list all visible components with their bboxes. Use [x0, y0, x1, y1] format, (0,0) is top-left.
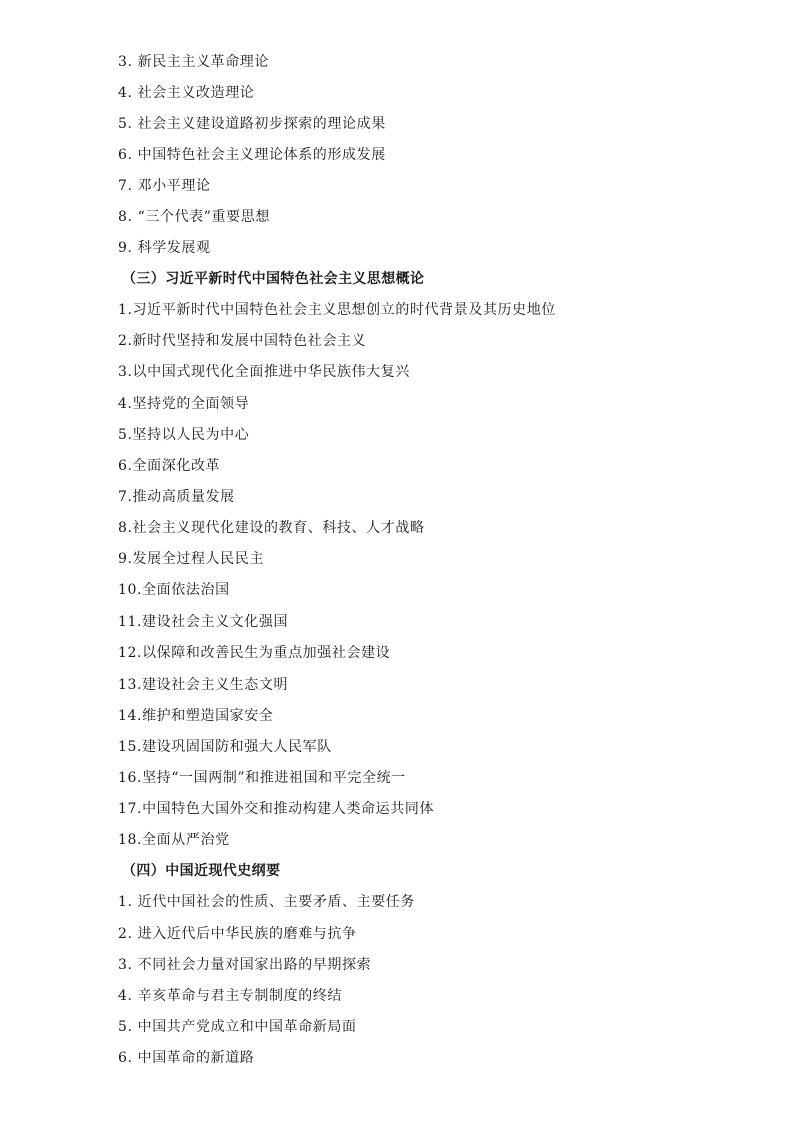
list-item: 10.全面依法治国	[118, 582, 230, 598]
list-item: 5.坚持以人民为中心	[118, 427, 250, 443]
list-item: 2. 进入近代后中华民族的磨难与抗争	[118, 926, 357, 942]
list-item: 5. 社会主义建设道路初步探索的理论成果	[118, 116, 386, 132]
list-item: 6. 中国特色社会主义理论体系的形成发展	[118, 147, 386, 163]
list-item: 3. 新民主主义革命理论	[118, 54, 270, 70]
list-item: 15.建设巩固国防和强大人民军队	[118, 739, 332, 755]
list-item: 9.发展全过程人民民主	[118, 551, 264, 567]
list-item: 11.建设社会主义文化强国	[118, 614, 289, 630]
list-item: 7. 邓小平理论	[118, 178, 211, 194]
list-item: 2.新时代坚持和发展中国特色社会主义	[118, 333, 367, 349]
list-item: 5. 中国共产党成立和中国革命新局面	[118, 1019, 357, 1035]
list-item: 3.以中国式现代化全面推进中华民族伟大复兴	[118, 364, 410, 380]
list-item: 4. 辛亥革命与君主专制制度的终结	[118, 988, 343, 1004]
list-item: 17.中国特色大国外交和推动构建人类命运共同体	[118, 801, 435, 817]
list-item: 4.坚持党的全面领导	[118, 396, 250, 412]
list-item: 9. 科学发展观	[118, 240, 211, 256]
list-item: 8. “三个代表”重要思想	[118, 209, 270, 225]
section-heading: （四）中国近现代史纲要	[122, 863, 281, 879]
list-item: 12.以保障和改善民生为重点加强社会建设	[118, 645, 391, 661]
section-heading: （三）习近平新时代中国特色社会主义思想概论	[122, 271, 425, 287]
list-item: 14.维护和塑造国家安全	[118, 708, 274, 724]
list-item: 6. 中国革命的新道路	[118, 1050, 255, 1066]
list-item: 16.坚持“一国两制”和推进祖国和平完全统一	[118, 770, 406, 786]
list-item: 7.推动高质量发展	[118, 489, 235, 505]
list-item: 18.全面从严治党	[118, 832, 230, 848]
list-item: 1. 近代中国社会的性质、主要矛盾、主要任务	[118, 894, 416, 910]
list-item: 6.全面深化改革	[118, 458, 221, 474]
list-item: 8.社会主义现代化建设的教育、科技、人才战略	[118, 520, 425, 536]
list-item: 13.建设社会主义生态文明	[118, 677, 289, 693]
list-item: 4. 社会主义改造理论	[118, 85, 255, 101]
list-item: 3. 不同社会力量对国家出路的早期探索	[118, 957, 372, 973]
list-item: 1.习近平新时代中国特色社会主义思想创立的时代背景及其历史地位	[118, 302, 556, 318]
